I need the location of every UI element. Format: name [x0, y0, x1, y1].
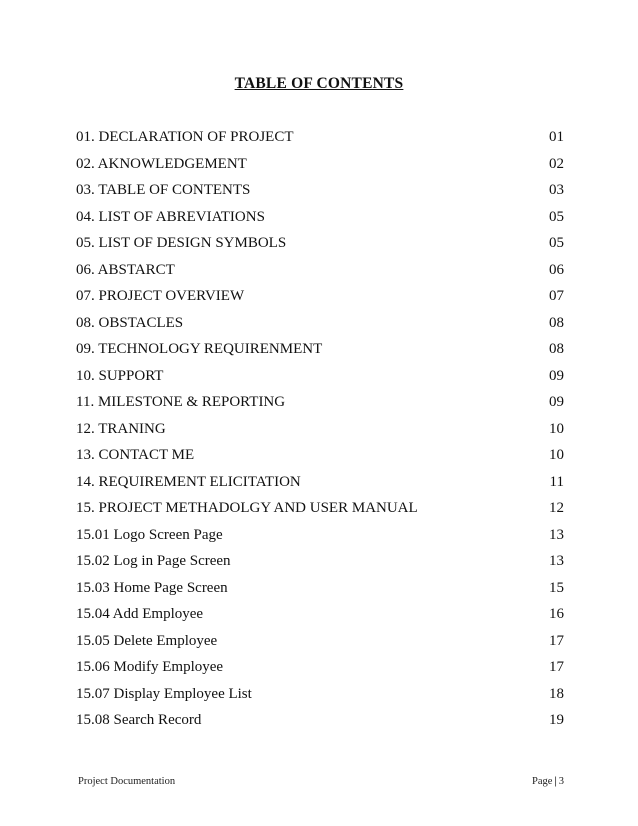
toc-entry-page: 07	[549, 288, 564, 304]
toc-entry-label: 05. LIST OF DESIGN SYMBOLS	[76, 235, 287, 251]
toc-entry-label: 12. TRANING	[76, 420, 166, 437]
toc-entry-label: 01. DECLARATION OF PROJECT	[76, 129, 294, 145]
toc-entry	[76, 260, 564, 287]
toc-entry-page: 19	[549, 712, 564, 728]
toc-entry-page: 08	[549, 341, 564, 357]
toc-entry-label: 15.05 Delete Employee	[76, 632, 218, 649]
toc-entry-label: 15.08 Search Record	[76, 712, 202, 728]
toc-entry-label: 02. AKNOWLEDGEMENT	[76, 155, 247, 172]
toc-entry-page: 08	[549, 314, 564, 331]
toc-entry-label: 06. ABSTARCT	[76, 261, 175, 278]
footer-separator: |	[554, 776, 557, 787]
toc-entry	[76, 684, 564, 711]
toc-entry-page: 06	[549, 261, 564, 278]
toc-entry	[76, 286, 564, 313]
footer-page-value: 3	[558, 776, 564, 787]
toc-entry	[76, 472, 564, 499]
toc-entry	[76, 445, 564, 472]
toc-entry-label: 09. TECHNOLOGY REQUIRENMENT	[76, 341, 323, 357]
toc-entry-label: 15.07 Display Employee List	[76, 685, 252, 702]
toc-entry-label: 15.04 Add Employee	[76, 606, 204, 622]
toc-entry-page: 05	[549, 208, 564, 225]
toc-entry-page: 09	[549, 367, 564, 384]
toc-entry-page: 13	[549, 526, 564, 543]
toc-entry-label: 15. PROJECT METHADOLGY AND USER MANUAL	[76, 500, 418, 516]
toc-entry	[76, 127, 564, 154]
toc-entry	[76, 578, 564, 605]
toc-entry	[76, 366, 564, 393]
toc-entry-page: 03	[549, 182, 564, 198]
toc-entry-label: 13. CONTACT ME	[76, 447, 195, 463]
toc-entry-page: 01	[549, 129, 564, 145]
toc-entry-label: 03. TABLE OF CONTENTS	[76, 182, 251, 198]
toc-entry-label: 15.06 Modify Employee	[76, 659, 224, 675]
toc-entry	[76, 339, 564, 366]
footer-page-word: Page	[532, 776, 553, 787]
toc-entry-page: 17	[549, 632, 564, 649]
toc-entry-page: 09	[549, 394, 564, 410]
toc-entry	[76, 498, 564, 525]
toc-entry-label: 10. SUPPORT	[76, 367, 164, 384]
toc-entry-label: 15.01 Logo Screen Page	[76, 526, 223, 543]
footer-page-number	[532, 775, 564, 789]
toc-entry-page: 12	[549, 500, 564, 516]
toc-entry	[76, 154, 564, 181]
toc-entry-page: 17	[549, 659, 564, 675]
toc-entry	[76, 313, 564, 340]
footer-document-name: Project Documentation	[78, 776, 176, 787]
toc-entry-page: 11	[549, 473, 564, 490]
toc-entry-label: 04. LIST OF ABREVIATIONS	[76, 208, 265, 225]
toc-entry-page: 18	[549, 685, 564, 702]
toc-list	[76, 127, 564, 737]
toc-entry-label: 15.03 Home Page Screen	[76, 579, 228, 596]
toc-entry-page: 13	[549, 553, 564, 569]
toc-entry	[76, 604, 564, 631]
toc-entry	[76, 419, 564, 446]
toc-entry-page: 10	[549, 447, 564, 463]
toc-entry-label: 15.02 Log in Page Screen	[76, 553, 231, 569]
toc-entry	[76, 657, 564, 684]
toc-entry	[76, 233, 564, 260]
toc-entry-label: 11. MILESTONE & REPORTING	[76, 394, 286, 410]
page-footer	[78, 775, 564, 789]
toc-entry	[76, 392, 564, 419]
toc-entry-page: 02	[549, 155, 564, 172]
toc-entry-page: 16	[549, 606, 564, 622]
toc-entry-label: 14. REQUIREMENT ELICITATION	[76, 473, 301, 490]
toc-entry-page: 10	[549, 420, 564, 437]
toc-entry	[76, 525, 564, 552]
toc-entry	[76, 710, 564, 737]
toc-entry-label: 07. PROJECT OVERVIEW	[76, 288, 245, 304]
toc-entry-page: 15	[549, 579, 564, 596]
toc-entry-label: 08. OBSTACLES	[76, 314, 184, 331]
toc-entry	[76, 631, 564, 658]
toc-entry	[76, 180, 564, 207]
page-title: TABLE OF CONTENTS	[234, 75, 404, 92]
toc-entry	[76, 551, 564, 578]
toc-entry	[76, 207, 564, 234]
toc-entry-page: 05	[549, 235, 564, 251]
